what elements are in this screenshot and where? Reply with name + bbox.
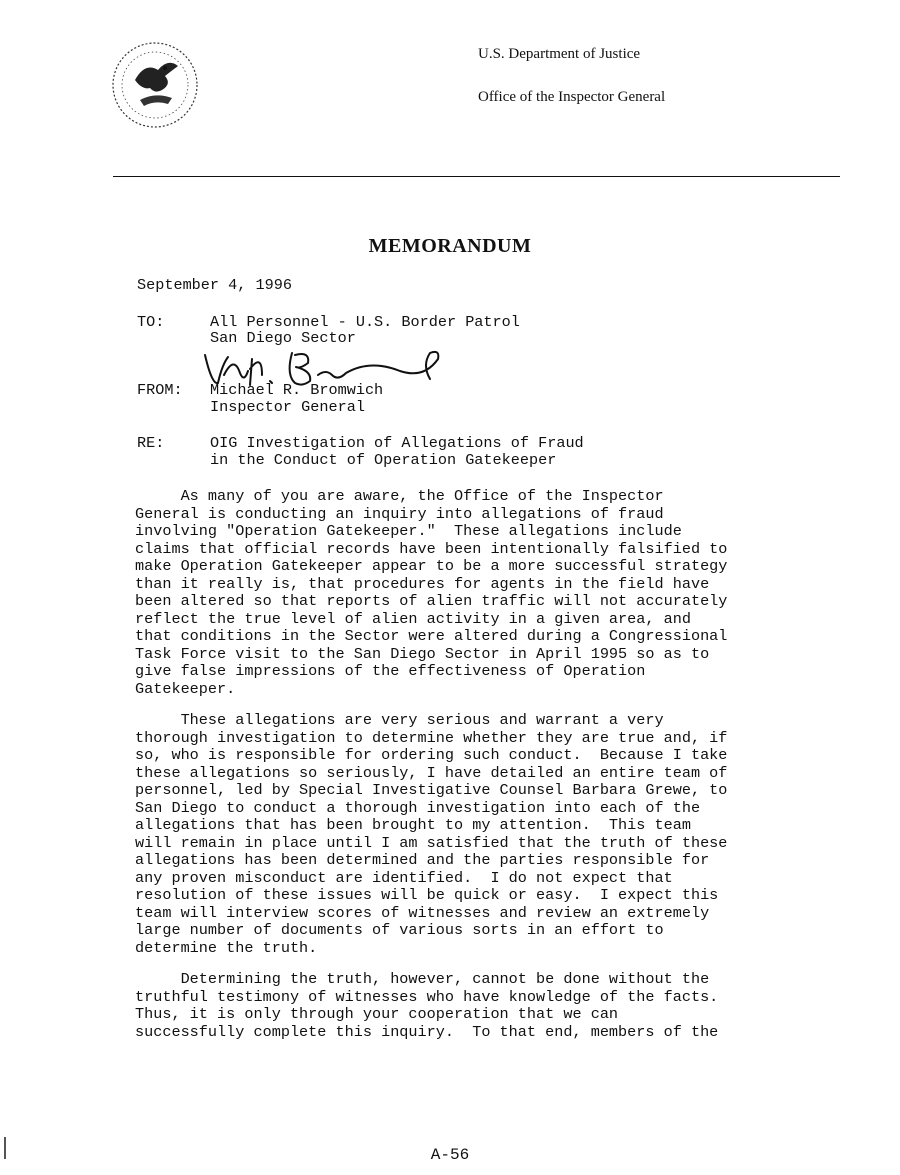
paragraph-line: any proven misconduct are identified. I do not expect that xyxy=(135,868,673,887)
paragraph-line: claims that official records have been intentionally falsified to xyxy=(135,539,728,558)
paragraph-line: that conditions in the Sector were altered during a Congressional xyxy=(135,627,728,645)
office-name: Office of the Inspector General xyxy=(478,89,666,105)
paragraph-2 xyxy=(135,712,825,957)
to-label: TO: xyxy=(137,313,165,331)
paragraph-line: allegations has been determined and the parties responsible for xyxy=(135,851,710,869)
from-line-2: Inspector General xyxy=(210,398,365,416)
to-line-1: All Personnel - U.S. Border Patrol xyxy=(210,313,520,331)
re-line-1: OIG Investigation of Allegations of Fraud xyxy=(210,434,584,452)
agency-name: U.S. Department of Justice xyxy=(478,46,641,62)
header-divider xyxy=(113,176,840,177)
paragraph-line: these allegations so seriously, I have detailed an entire team of xyxy=(135,763,728,782)
paragraph-line: large number of documents of various sorts in an effort to xyxy=(135,921,664,939)
paragraph-line: successfully complete this inquiry. To that end, members of the xyxy=(135,1022,719,1041)
paragraph-line: give false impressions of the effectiveness of Operation xyxy=(135,662,646,680)
paragraph-line: As many of you are aware, the Office of the Inspector xyxy=(135,487,664,505)
from-line-1: Michael R. Bromwich xyxy=(210,381,384,399)
paragraph-line: Determining the truth, however, cannot be done without the xyxy=(135,970,710,988)
paragraph-line: These allegations are very serious and warrant a very xyxy=(135,711,664,729)
doj-seal-icon xyxy=(110,40,200,130)
paragraph-line: been altered so that reports of alien traffic will not accurately xyxy=(135,592,728,610)
paragraph-line: than it really is, that procedures for agents in the field have xyxy=(135,574,710,593)
paragraph-line: allegations that has been brought to my attention. This team xyxy=(135,816,691,834)
memo-title: MEMORANDUM xyxy=(368,235,532,257)
paragraph-line: so, who is responsible for ordering such conduct. Because I take xyxy=(135,746,728,764)
from-label: FROM: xyxy=(137,381,183,399)
to-line-2: San Diego Sector xyxy=(210,329,356,347)
paragraph-line: determine the truth. xyxy=(135,938,318,957)
paragraph-line: reflect the true level of alien activity in a given area, and xyxy=(135,609,691,628)
paragraph-3 xyxy=(135,971,825,1041)
paragraph-line: thorough investigation to determine whether they are true and, if xyxy=(135,728,728,747)
paragraph-line: involving "Operation Gatekeeper." These allegations include xyxy=(135,522,682,540)
paragraph-line: San Diego to conduct a thorough investigation into each of the xyxy=(135,798,701,817)
memo-date: September 4, 1996 xyxy=(137,276,292,294)
paragraph-line: Gatekeeper. xyxy=(135,679,236,698)
re-label: RE: xyxy=(137,434,165,452)
re-line-2: in the Conduct of Operation Gatekeeper xyxy=(210,451,557,469)
paragraph-line: team will interview scores of witnesses and review an extremely xyxy=(135,903,710,922)
paragraph-line: truthful testimony of witnesses who have knowledge of the facts. xyxy=(135,987,719,1006)
paragraph-line: personnel, led by Special Investigative Counsel Barbara Grewe, to xyxy=(135,781,728,799)
paragraph-line: Task Force visit to the San Diego Sector in April 1995 so as to xyxy=(135,644,710,663)
paragraph-line: General is conducting an inquiry into allegations of fraud xyxy=(135,504,664,523)
paragraph-line: Thus, it is only through your cooperation that we can xyxy=(135,1005,619,1023)
paragraph-line: will remain in place until I am satisfied that the truth of these xyxy=(135,833,728,852)
paragraph-line: resolution of these issues will be quick or easy. I expect this xyxy=(135,886,719,904)
page-number: A-56 xyxy=(430,1146,470,1164)
paragraph-line: make Operation Gatekeeper appear to be a more successful strategy xyxy=(135,557,728,575)
paragraph-1 xyxy=(135,488,825,698)
